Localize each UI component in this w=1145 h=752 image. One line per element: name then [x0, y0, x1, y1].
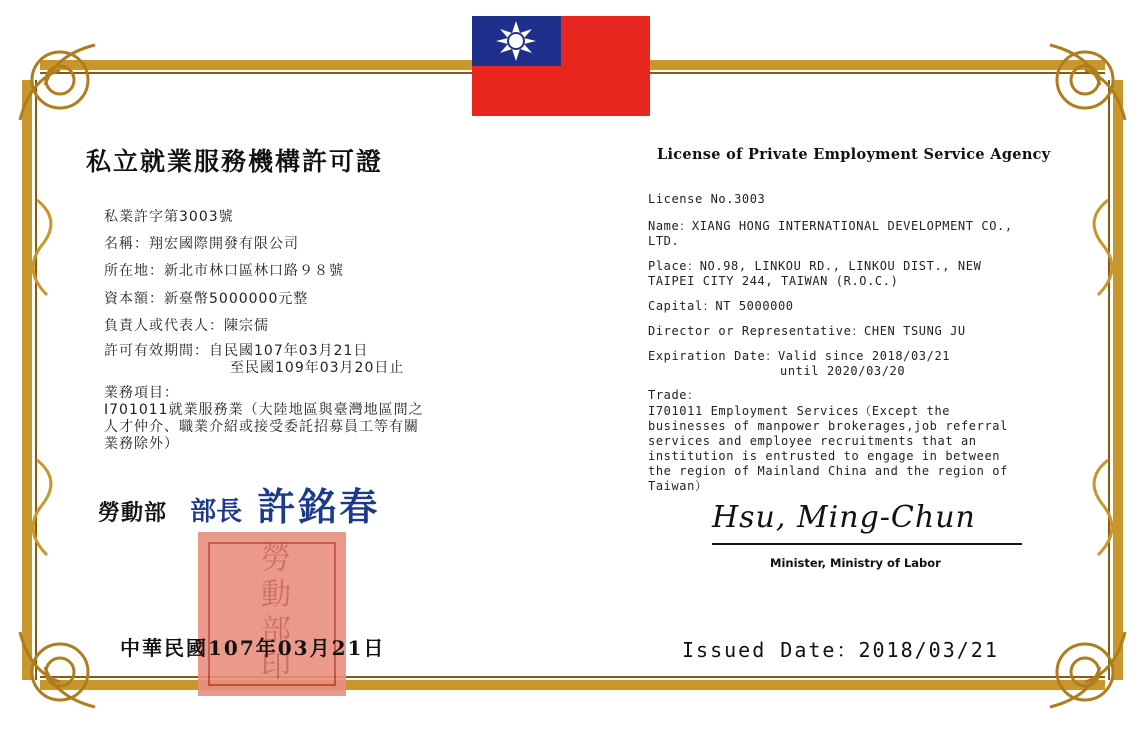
en-issued-date: Issued Date：2018/03/21	[682, 638, 999, 662]
en-trade-line: the region of Mainland China and the region of	[648, 464, 1008, 478]
zh-certificate-title: 私立就業服務機構許可證	[86, 147, 384, 176]
en-trade-line: I701011 Employment Services（Except the	[648, 404, 951, 418]
en-expiration-end: until 2020/03/20	[780, 364, 906, 378]
zh-address: 所在地：新北市林口區林口路９８號	[104, 263, 344, 279]
en-trade-line: institution is entrusted to engage in between	[648, 449, 1001, 463]
en-expiration-start: Expiration Date：Valid since 2018/03/21	[648, 349, 951, 363]
en-address: Place：NO.98, LINKOU RD., LINKOU DIST., NEW	[648, 259, 982, 273]
zh-capital: 資本額：新臺幣5000000元整	[104, 291, 309, 307]
zh-trade-line: I701011就業服務業（大陸地區與臺灣地區間之	[104, 402, 424, 418]
roc-flag-icon	[472, 16, 650, 116]
en-capital: Capital：NT 5000000	[648, 299, 794, 313]
en-certificate-title: License of Private Employment Service Agency	[657, 146, 1051, 163]
official-seal-icon: 勞動部印	[198, 532, 346, 696]
en-trade-line: services and employee recruitments that an	[648, 434, 977, 448]
en-trade-line: businesses of manpower brokerages,job referral	[648, 419, 1008, 433]
en-license-number: License No.3003	[648, 192, 766, 206]
zh-ministry-label: 勞動部	[98, 500, 168, 526]
en-company-name: LTD.	[648, 234, 680, 248]
zh-company-name: 名稱：翔宏國際開發有限公司	[104, 236, 299, 252]
zh-minister-title: 部長	[190, 497, 243, 527]
en-address: TAIPEI CITY 244, TAIWAN (R.O.C.)	[648, 274, 899, 288]
signature-line	[712, 543, 1022, 545]
zh-validity-end: 至民國109年03月20日止	[230, 360, 405, 376]
en-trade-line: Taiwan）	[648, 479, 708, 493]
zh-trade-line: 人才仲介、職業介紹或接受委託招募員工等有關	[104, 419, 419, 435]
zh-trade-label: 業務項目：	[104, 385, 179, 401]
zh-minister-name: 許銘春	[257, 484, 381, 529]
en-company-name: Name：XIANG HONG INTERNATIONAL DEVELOPMENT CO.,	[648, 219, 1013, 233]
signature-caption: Minister, Ministry of Labor	[770, 556, 941, 570]
zh-trade-line: 業務除外）	[104, 436, 179, 452]
minister-signature: Hsu, Ming-Chun	[712, 500, 976, 535]
zh-issue-date: 中華民國107年03月21日	[120, 636, 386, 660]
zh-minister-signature	[98, 476, 380, 531]
zh-validity-start: 許可有效期間：自民國107年03月21日	[104, 343, 369, 359]
en-trade-label: Trade：	[648, 388, 700, 402]
en-director: Director or Representative：CHEN TSUNG JU	[648, 324, 966, 338]
zh-director: 負責人或代表人：陳宗儒	[104, 318, 269, 334]
zh-license-number: 私業許字第3003號	[104, 209, 234, 225]
